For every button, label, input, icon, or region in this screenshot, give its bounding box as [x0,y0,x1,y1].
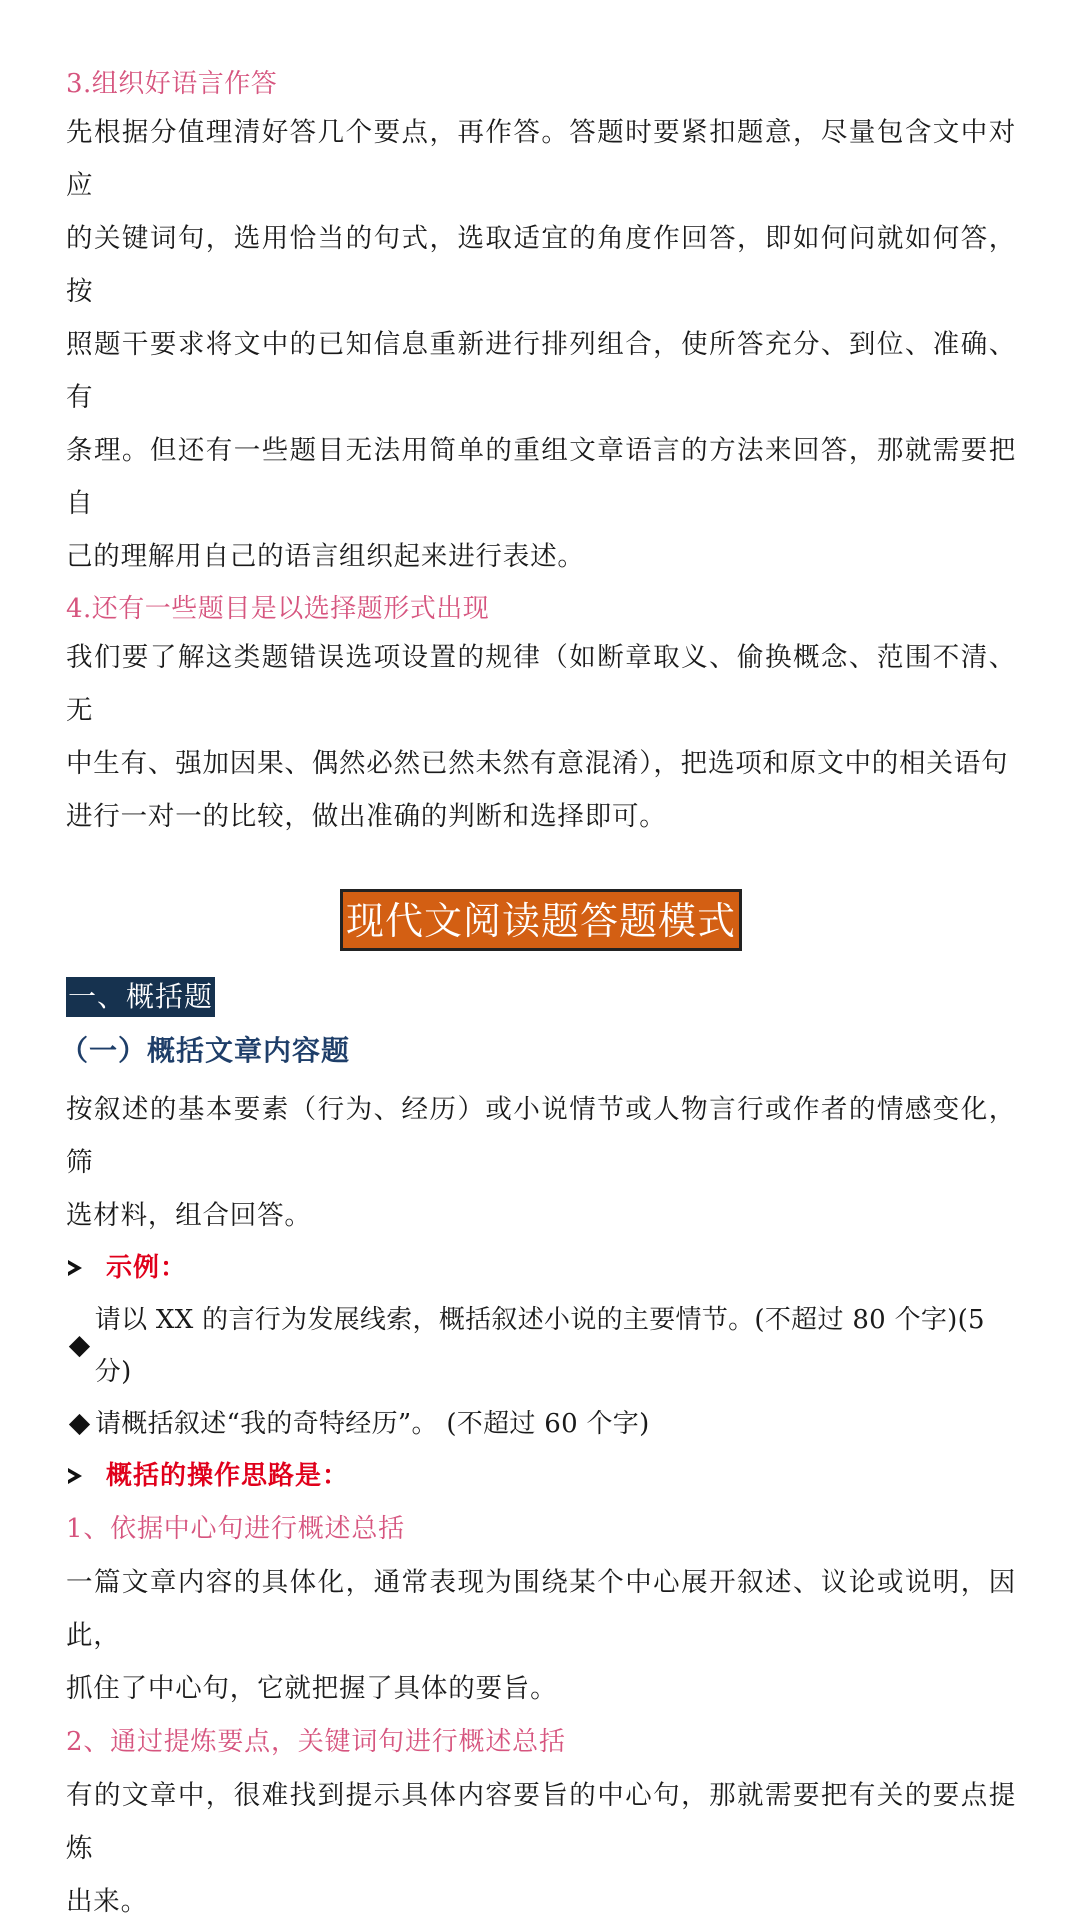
paragraph-line: 有的文章中，很难找到提示具体内容要旨的中心句，那就需要把有关的要点提炼 [66,1780,1016,1864]
method-2-heading: 2、通过提炼要点，关键词句进行概述总括 [66,1727,566,1757]
part-1-heading-wrap [66,977,1016,1017]
paragraph-line: 先根据分值理清好答几个要点，再作答。答题时要紧扣题意，尽量包含文中对应 [66,117,1016,201]
paragraph-line: 己的理解用自己的语言组织起来进行表述。 [66,541,585,572]
part-1-subheading: （一）概括文章内容题 [60,1034,351,1067]
part-1-heading: 一、概括题 [66,977,215,1017]
example-label: 示例： [106,1253,188,1283]
paragraph-line: 进行一对一的比较，做出准确的判断和选择即可。 [66,801,667,832]
method-2-body [66,1769,1016,1928]
paragraph-line: 我们要了解这类题错误选项设置的规律（如断章取义、偷换概念、范围不清、无 [66,642,1016,726]
paragraph-line: 选材料，组合回答。 [66,1200,312,1231]
paragraph-line: 一篇文章内容的具体化，通常表现为围绕某个中心展开叙述、议论或说明，因此， [66,1567,1016,1651]
section-3-body [66,106,1016,583]
section-4-body [66,631,1016,843]
example-item [66,1294,1016,1398]
main-title-wrap [66,889,1016,953]
paragraph-line: 出来。 [66,1886,148,1917]
example-text: 请以 XX 的言行为发展线索，概括叙述小说的主要情节。(不超过 80 个字)(5 分) [94,1305,985,1387]
arrow-bullet-icon [68,1260,82,1276]
method-1-body [66,1556,1016,1715]
paragraph-line: 条理。但还有一些题目无法用简单的重组文章语言的方法来回答，那就需要把自 [66,435,1016,519]
paragraph-line: 照题干要求将文中的已知信息重新进行排列组合，使所答充分、到位、准确、有 [66,329,1016,413]
diamond-bullet-icon [69,1335,90,1356]
method-label-row [66,1450,1016,1502]
example-label-row [66,1242,1016,1294]
arrow-bullet-icon [68,1468,82,1484]
method-1-heading: 1、依据中心句进行概述总括 [66,1514,405,1544]
example-text: 请概括叙述“我的奇特经历”。 (不超过 60 个字) [95,1409,650,1439]
section-4-heading: 4.还有一些题目是以选择题形式出现 [66,594,490,624]
paragraph-line: 按叙述的基本要素（行为、经历）或小说情节或人物言行或作者的情感变化，筛 [66,1094,1016,1178]
main-title: 现代文阅读题答题模式 [340,889,742,951]
diamond-bullet-icon [69,1413,90,1434]
paragraph-line: 的关键词句，选用恰当的句式，选取适宜的角度作回答，即如何问就如何答，按 [66,223,1016,307]
example-item [66,1398,1016,1450]
paragraph-line: 中生有、强加因果、偶然必然已然未然有意混淆），把选项和原文中的相关语句 [66,748,1009,779]
section-3-heading: 3.组织好语言作答 [66,69,278,99]
part-1-intro [66,1083,1016,1242]
method-label: 概括的操作思路是： [106,1461,350,1491]
paragraph-line: 抓住了中心句，它就把握了具体的要旨。 [66,1673,558,1704]
